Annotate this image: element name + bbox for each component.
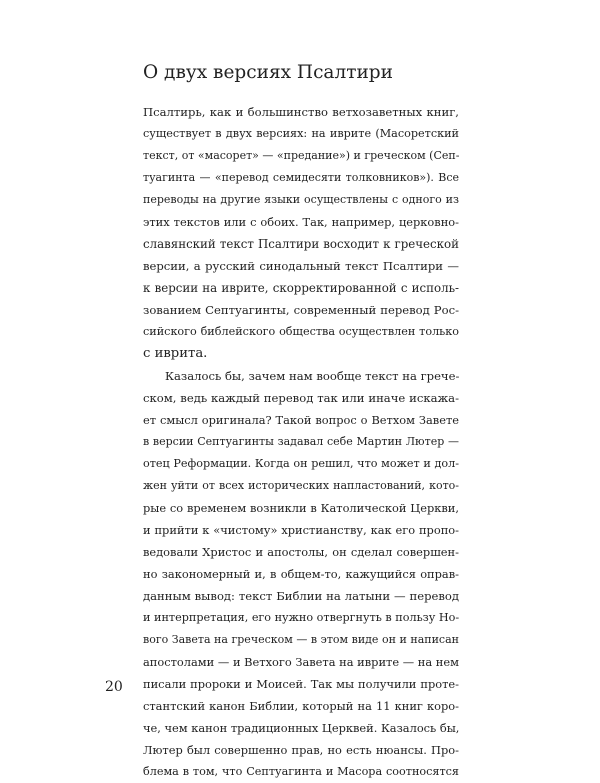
text-line: стантский канон Библии, который на 11 книг коро- bbox=[143, 699, 459, 713]
page-number: 20 bbox=[105, 679, 123, 695]
text-line: блема в том, что Септуагинта и Масора соотносятся bbox=[143, 765, 459, 778]
text-line: ведовали Христос и апостолы, он сделал совершен- bbox=[143, 545, 459, 559]
text-line: жен уйти от всех исторических напластований, кото- bbox=[143, 479, 459, 492]
text-line: к версии на иврите, скорректированной с исполь- bbox=[143, 281, 459, 295]
text-line: переводы на другие языки осуществлены с одного из bbox=[143, 193, 459, 206]
text-line: апостолами — и Ветхого Завета на иврите — на нем bbox=[143, 655, 459, 669]
text-line: Лютер был совершенно прав, но есть нюансы. Про- bbox=[143, 743, 459, 757]
text-line: этих текстов или с обоих. Так, например, церковно- bbox=[143, 215, 459, 229]
paragraph-1 bbox=[143, 101, 459, 365]
text-line: Псалтирь, как и большинство ветхозаветных книг, bbox=[143, 105, 459, 119]
text-line: писали пророки и Моисей. Так мы получили проте- bbox=[143, 677, 459, 691]
text-line: вого Завета на греческом — в этом виде он и написан bbox=[143, 633, 459, 646]
paragraph-2 bbox=[143, 365, 459, 783]
text-line: зованием Септуагинты, современный перевод Рос- bbox=[143, 303, 459, 317]
text-line: текст, от «масорет» — «предание») и греческом (Сеп- bbox=[143, 149, 460, 162]
section-heading: О двух версиях Псалтири bbox=[143, 62, 393, 83]
text-line: Казалось бы, зачем нам вообще текст на грече- bbox=[165, 369, 460, 383]
text-line: и интерпретация, его нужно отвергнуть в пользу Но- bbox=[143, 611, 460, 624]
text-line: че, чем канон традиционных Церквей. Казалось бы, bbox=[143, 721, 460, 735]
text-line: ском, ведь каждый перевод так или иначе искажа- bbox=[143, 391, 459, 405]
text-line: сийского библейского общества осуществлен только bbox=[143, 325, 459, 338]
text-line: отец Реформации. Когда он решил, что может и дол- bbox=[143, 457, 459, 470]
text-line: рые со временем возникли в Католической Церкви, bbox=[143, 501, 459, 515]
text-line: но закономерный и, в общем-то, кажущийся оправ- bbox=[143, 567, 459, 581]
text-line: славянский текст Псалтири восходит к греческой bbox=[143, 237, 459, 251]
text-line: ет смысл оригинала? Такой вопрос о Ветхом Завете bbox=[143, 413, 459, 427]
text-line: туагинта — «перевод семидесяти толковников»). Все bbox=[143, 171, 459, 184]
text-line: с иврита. bbox=[143, 346, 208, 361]
text-line: данным вывод: текст Библии на латыни — перевод bbox=[143, 589, 459, 603]
body-text bbox=[143, 101, 459, 783]
text-line: и прийти к «чистому» христианству, как его пропо- bbox=[143, 523, 459, 537]
text-line: версии, а русский синодальный текст Псалтири — bbox=[143, 259, 459, 273]
text-line: в версии Септуагинты задавал себе Мартин Лютер — bbox=[143, 435, 459, 448]
text-line: существует в двух версиях: на иврите (Масоретский bbox=[143, 127, 459, 140]
